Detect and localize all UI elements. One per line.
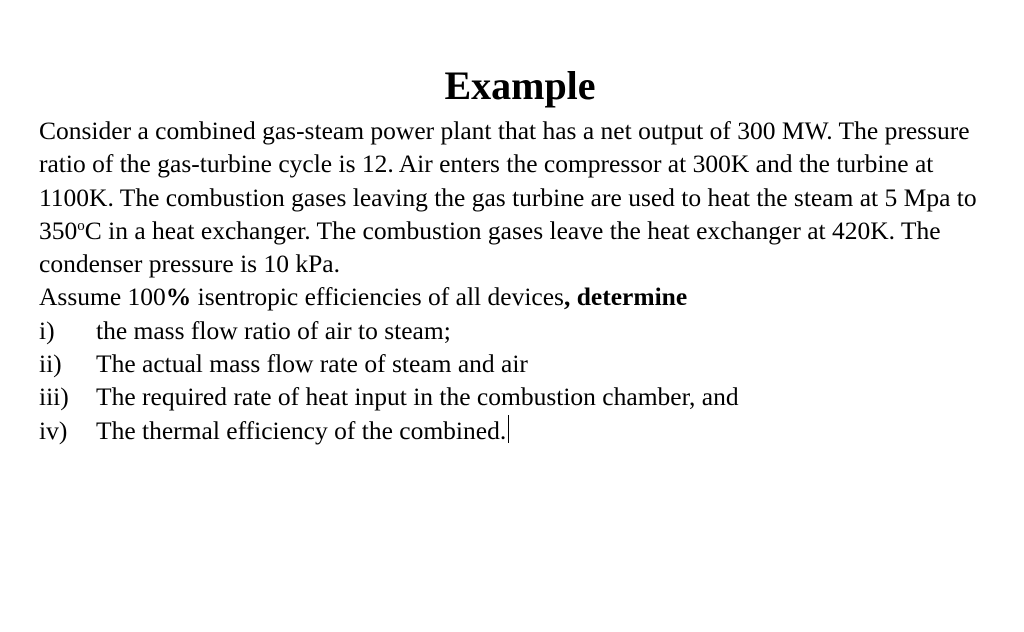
- problem-text-part1: Consider a combined gas-steam power plant that has a net output of 300 MW. The pressure ratio of the gas-turbine cycle is 12. Air enters the compressor at 300K and the turbine at 1100K. The combustion gases leaving the gas turbine are used to heat the steam at 5 Mpa to 350: [39, 116, 977, 245]
- list-item: [39, 347, 1009, 380]
- assumption-line: [39, 280, 1009, 313]
- list-item-number: ii): [39, 349, 62, 379]
- assumption-prefix: Assume 100: [39, 282, 166, 312]
- assumption-determine: , determine: [563, 282, 688, 312]
- degree-superscript: o: [77, 217, 85, 234]
- problem-statement: [39, 114, 1009, 280]
- question-list: [39, 314, 1009, 447]
- list-item-text: The required rate of heat input in the combustion chamber, and: [96, 382, 739, 412]
- list-item-text: [96, 414, 509, 447]
- list-item: [39, 414, 1009, 447]
- list-item-number: iv): [39, 415, 68, 445]
- slide-title: Example: [444, 63, 596, 108]
- list-item-text: The actual mass flow rate of steam and air: [96, 349, 528, 379]
- list-item-number: i): [39, 315, 55, 345]
- assumption-middle: isentropic efficiencies of all devices: [191, 282, 564, 312]
- problem-text-part2: C in a heat exchanger. The combustion gases leave the heat exchanger at 420K. The condenser pressure is 10 kPa.: [39, 215, 941, 279]
- assumption-percent: %: [165, 282, 192, 312]
- list-item-text: the mass flow ratio of air to steam;: [96, 315, 451, 345]
- list-item: [39, 314, 1009, 347]
- text-cursor: [508, 415, 509, 443]
- list-item: [39, 380, 1009, 413]
- slide-body[interactable]: [39, 114, 1009, 447]
- list-item-text-content: The thermal efficiency of the combined.: [96, 415, 507, 445]
- list-item-number: iii): [39, 382, 69, 412]
